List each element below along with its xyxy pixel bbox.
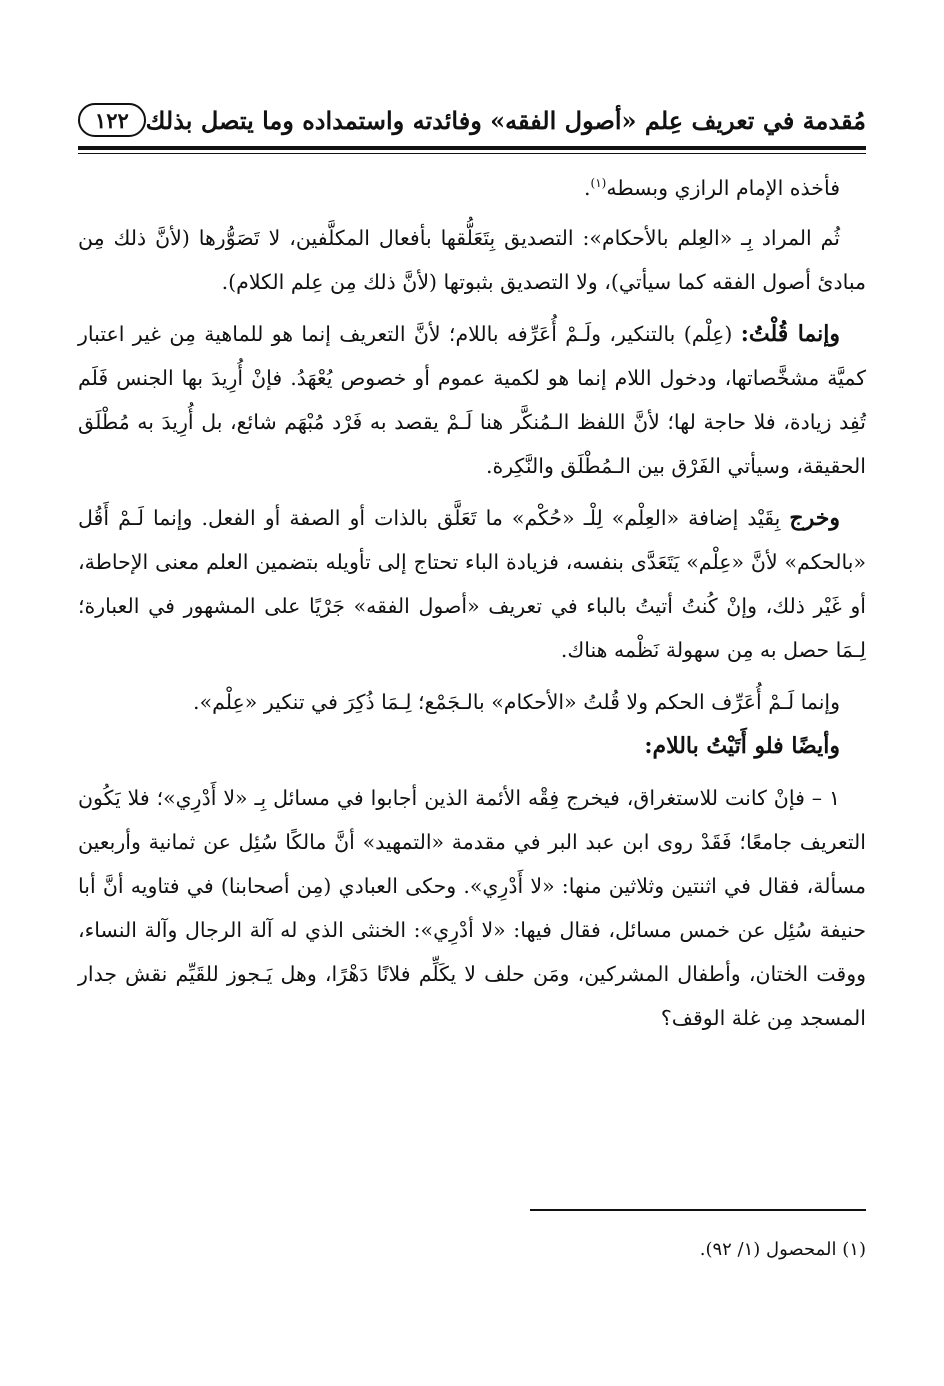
paragraph-6 xyxy=(78,724,866,768)
paragraph-5: وإنما لَـمْ أُعَرِّف الحكم ولا قُلتُ «الأحكام» بالـجَمْع؛ لِـمَا ذُكِرَ في تنكير «عِلْم». xyxy=(193,690,840,714)
header-rule-thin xyxy=(78,153,866,154)
paragraph-3: وإنما قُلْتُ: (عِلْم) بالتنكير، ولَـمْ أُعَرِّفه باللام؛ لأنَّ التعريف إنما هو للماهية مِن غير اعتبار كميَّة مشخَّصاتها، ودخول اللام إنما هو لكمية عموم أو خصوص يُعْهَدُ. فإنْ أُرِيدَ بها الجنس فَلَم تُفِد زيادة، فلا حاجة لها؛ لأنَّ اللفظ الـمُنكَّر هنا لَـمْ يقصد به فَرْد مُبْهَم شائع، بل أُرِيدَ به مُطْلَق الحقيقة، وسيأتي الفَرْق بين الـمُطْلَق والنَّكِرة. xyxy=(78,321,866,478)
page-header xyxy=(78,96,866,144)
paragraph-4-lead: وخرج xyxy=(789,505,840,531)
paragraph-7: ١ – فإنْ كانت للاستغراق، فيخرج فِقْه الأئمة الذين أجابوا في مسائل بِـ «لا أَدْرِي»؛ فلا يَكُون التعريف جامعًا؛ فَقَدْ روى ابن عبد البر في مقدمة «التمهيد» أنَّ مالكًا سُئِل عن ثمانية وأربعين مسألة، فقال في اثنتين وثلاثين منها: «لا أَدْرِي». وحكى العبادي (مِن أصحابنا) في فتاويه أنَّ أبا حنيفة سُئِل عن خمس مسائل، فقال فيها: «لا أدْرِي»: الخنثى الذي له آلة الرجال وآلة النساء، ووقت الختان، وأطفال المشركين، ومَن حلف لا يكَلِّم فلانًا دَهْرًا، وهل يَـجوز للقَيِّم نقش جدار المسجد مِن غلة الوقف؟ xyxy=(78,786,866,1030)
header-rule-thick xyxy=(78,146,866,150)
footnote-ref-1: (١) xyxy=(590,176,607,191)
paragraph-6-lead: وأيضًا فلو أَتَيْتُ باللام: xyxy=(644,733,840,759)
paragraph-2: ثُم المراد بِـ «العِلم بالأحكام»: التصديق بِتَعَلُّقها بأفعال المكلَّفين، لا تَصَوُّرها (لأنَّ ذلك مِن مبادئ أصول الفقه كما سيأتي)، ولا التصديق بثبوتها (لأنَّ ذلك مِن عِلم الكلام). xyxy=(78,226,866,294)
paragraph-4: وخرج بِقَيْد إضافة «العِلْم» لِلْـ «حُكْم» ما تَعَلَّق بالذات أو الصفة أو الفعل. وإنما لَـمْ أَقُل «بالحكم» لأنَّ «عِلْم» يَتَعَدَّى بنفسه، فزيادة الباء تحتاج إلى تأويله بتضمين العلم معنى الإحاطة، أو غَيْر ذلك، وإنْ كُنتُ أتيتُ بالباء في تعريف «أصول الفقه» جَرْيًا على المشهور في العبارة؛ لِـمَا حصل به مِن سهولة نَظْمه هناك. xyxy=(78,505,866,662)
main-text xyxy=(78,166,866,1048)
running-title: مُقدمة في تعريف عِلم «أصول الفقه» وفائدته واستمداده وما يتصل بذلك xyxy=(145,105,866,135)
footnote-1: (١) المحصول (١/ ٩٢). xyxy=(699,1239,866,1260)
footnote-separator xyxy=(530,1209,866,1211)
page-number: ١٢٢ xyxy=(78,103,146,137)
paragraph-3-lead: وإنما قُلْتُ: xyxy=(740,321,840,347)
paragraph-1: فأخذه الإمام الرازي وبسطه$^{(١)}$. xyxy=(583,176,840,200)
